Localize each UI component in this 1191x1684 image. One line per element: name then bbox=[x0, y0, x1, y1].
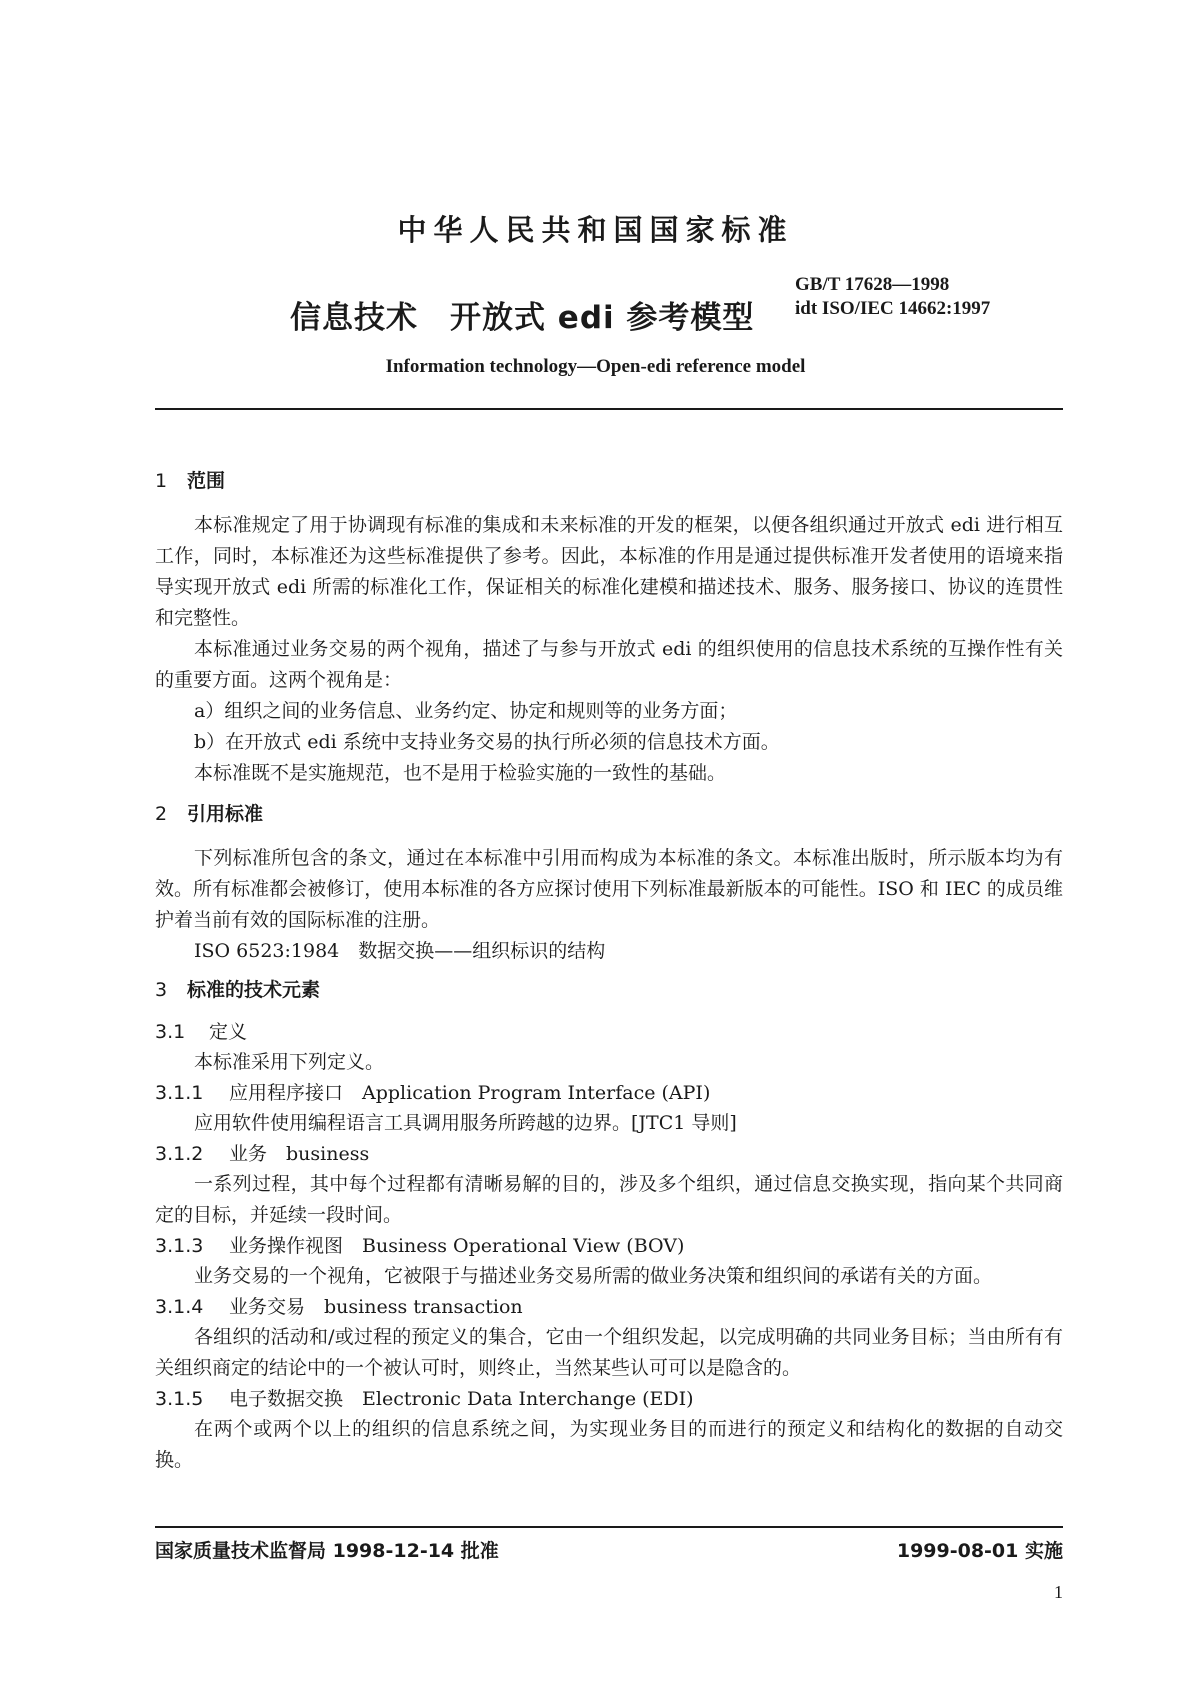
paragraph: 本标准采用下列定义。 bbox=[194, 1051, 385, 1073]
footer-divider bbox=[155, 1526, 1063, 1528]
implementation-date: 1999-08-01 实施 bbox=[896, 1540, 1063, 1562]
definition-text: 业务交易的一个视角，它被限于与描述业务交易所需的做业务决策和组织间的承诺有关的方面。 bbox=[194, 1265, 993, 1287]
approval-line: 国家质量技术监督局 1998-12-14 批准 bbox=[155, 1540, 499, 1562]
paragraph: 本标准既不是实施规范，也不是用于检验实施的一致性的基础。 bbox=[194, 762, 727, 784]
section-title: 范围 bbox=[187, 470, 226, 492]
header-divider bbox=[155, 408, 1063, 410]
definition-term bbox=[155, 1139, 1063, 1169]
idt-reference: idt ISO/IEC 14662:1997 bbox=[795, 298, 991, 319]
document-title-chinese: 信息技术 开放式 edi 参考模型 bbox=[290, 300, 755, 336]
term-text: 业务操作视图 Business Operational View (BOV) bbox=[229, 1235, 685, 1257]
paragraph: 下列标准所包含的条文，通过在本标准中引用而构成为本标准的条文。本标准出版时，所示版本均为有效。所有标准都会被修订，使用本标准的各方应探讨使用下列标准最新版本的可能性。ISO 和 IEC 的成员维护着当前有效的国际标准的注册。 bbox=[155, 847, 1063, 931]
definition-text: 在两个或两个以上的组织的信息系统之间，为实现业务目的而进行的预定义和结构化的数据的自动交换。 bbox=[155, 1418, 1063, 1471]
term-text: 业务 business bbox=[229, 1143, 370, 1165]
page-number: 1 bbox=[1054, 1582, 1063, 1602]
subsection-3-1-heading bbox=[155, 1017, 1063, 1047]
section-number: 2 bbox=[155, 803, 168, 825]
definition-text: 各组织的活动和/或过程的预定义的集合，它由一个组织发起，以完成明确的共同业务目标；当由所有有关组织商定的结论中的一个被认可时，则终止，当然某些认可可以是隐含的。 bbox=[155, 1326, 1063, 1379]
subsection-title: 定义 bbox=[209, 1021, 248, 1043]
definition-term bbox=[155, 1078, 1063, 1108]
national-standard-heading: 中华人民共和国国家标准 bbox=[397, 213, 794, 247]
section-number: 1 bbox=[155, 470, 168, 492]
section-2-heading bbox=[155, 801, 1063, 827]
section-1-heading bbox=[155, 468, 1063, 494]
paragraph: 本标准规定了用于协调现有标准的集成和未来标准的开发的框架，以便各组织通过开放式 edi 进行相互工作，同时，本标准还为这些标准提供了参考。因此，本标准的作用是通过提供标准开发者使用的语境来指导实现开放式 edi 所需的标准化工作，保证相关的标准化建模和描述技术、服务、服务接口、协议的连贯性和完整性。 bbox=[155, 514, 1063, 629]
section-number: 3 bbox=[155, 979, 168, 1001]
normative-reference: ISO 6523:1984 数据交换——组织标识的结构 bbox=[194, 940, 606, 962]
definition-number: 3.1.1 bbox=[155, 1082, 204, 1104]
paragraph: 本标准通过业务交易的两个视角，描述了与参与开放式 edi 的组织使用的信息技术系统的互操作性有关的重要方面。这两个视角是： bbox=[155, 638, 1063, 691]
definition-term bbox=[155, 1231, 1063, 1261]
definition-number: 3.1.5 bbox=[155, 1388, 204, 1410]
definition-term bbox=[155, 1292, 1063, 1322]
section-3-heading bbox=[155, 977, 1063, 1003]
definition-number: 3.1.2 bbox=[155, 1143, 204, 1165]
subsection-number: 3.1 bbox=[155, 1021, 186, 1043]
definition-text: 一系列过程，其中每个过程都有清晰易解的目的，涉及多个组织，通过信息交换实现，指向某个共同商定的目标，并延续一段时间。 bbox=[155, 1173, 1063, 1226]
definition-number: 3.1.4 bbox=[155, 1296, 204, 1318]
document-body bbox=[155, 468, 1063, 1476]
definition-text: 应用软件使用编程语言工具调用服务所跨越的边界。[JTC1 导则] bbox=[194, 1112, 737, 1134]
standard-number-block bbox=[795, 273, 990, 321]
list-item: b）在开放式 edi 系统中支持业务交易的执行所必须的信息技术方面。 bbox=[194, 731, 780, 753]
list-item: a）组织之间的业务信息、业务约定、协定和规则等的业务方面； bbox=[194, 700, 738, 722]
standard-number: GB/T 17628—1998 bbox=[795, 274, 950, 295]
term-text: 业务交易 business transaction bbox=[229, 1296, 523, 1318]
section-title: 引用标准 bbox=[187, 803, 264, 825]
section-title: 标准的技术元素 bbox=[187, 979, 321, 1001]
document-title-english: Information technology—Open-edi reference model bbox=[385, 356, 806, 377]
definition-term bbox=[155, 1384, 1063, 1414]
term-text: 应用程序接口 Application Program Interface (API) bbox=[229, 1082, 711, 1104]
definition-number: 3.1.3 bbox=[155, 1235, 204, 1257]
term-text: 电子数据交换 Electronic Data Interchange (EDI) bbox=[229, 1388, 694, 1410]
